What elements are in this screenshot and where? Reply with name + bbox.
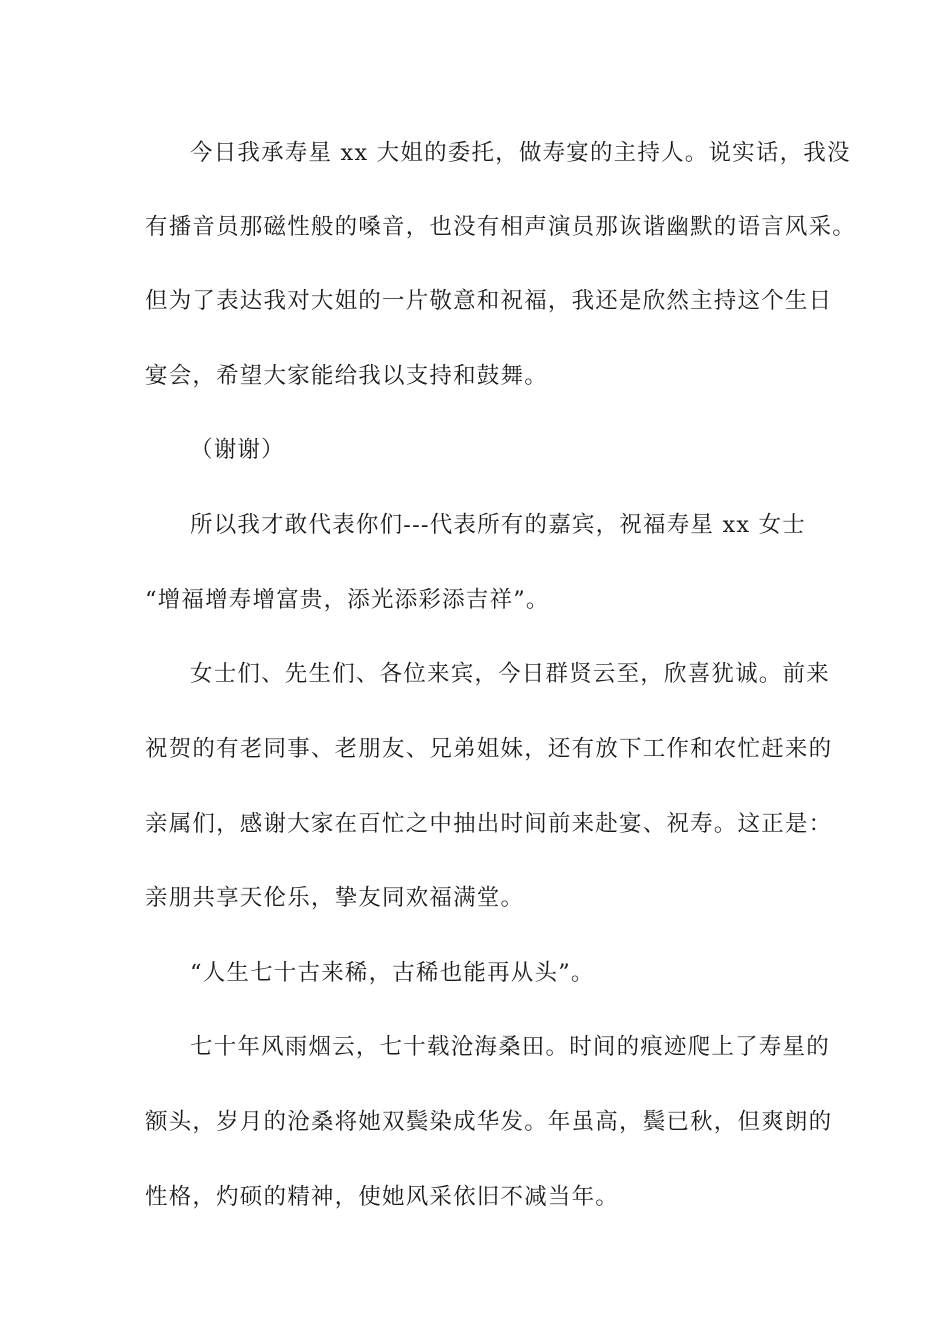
paragraph-line: 祝贺的有老同事、老朋友、兄弟姐妹，还有放下工作和农忙赶来的 [145,736,833,762]
paragraph-line: 宴会，希望大家能给我以支持和鼓舞。 [145,363,548,389]
paragraph-line: 七十年风雨烟云，七十载沧海桑田。时间的痕迹爬上了寿星的 [190,1034,830,1060]
paragraph-line: （谢谢） [190,437,285,463]
paragraph-line: 但为了表达我对大姐的一片敬意和祝福，我还是欣然主持这个生日 [145,288,833,314]
paragraph-line: 亲朋共享天伦乐，挚友同欢福满堂。 [145,885,525,911]
paragraph-line: “增福增寿增富贵，添光添彩添吉祥”。 [145,587,550,613]
paragraph-line: 亲属们，感谢大家在百忙之中抽出时间前来赴宴、祝寿。这正是： [145,811,833,837]
paragraph-line: 今日我承寿星 xx 大姐的委托，做寿宴的主持人。说实话，我没 [190,140,851,166]
paragraph-line: 额头，岁月的沧桑将她双鬓染成华发。年虽高，鬓已秋，但爽朗的 [145,1109,833,1135]
paragraph-line: 所以我才敢代表你们---代表所有的嘉宾，祝福寿星 xx 女士 [190,512,806,538]
paragraph-line: 性格，灼硕的精神，使她风采依旧不减当年。 [145,1184,620,1210]
paragraph-line: “人生七十古来稀，古稀也能再从头”。 [190,960,595,986]
paragraph-line: 女士们、先生们、各位来宾，今日群贤云至，欣喜犹诚。前来 [190,661,830,687]
paragraph-line: 有播音员那磁性般的嗓音，也没有相声演员那诙谐幽默的语言风采。 [145,214,857,240]
